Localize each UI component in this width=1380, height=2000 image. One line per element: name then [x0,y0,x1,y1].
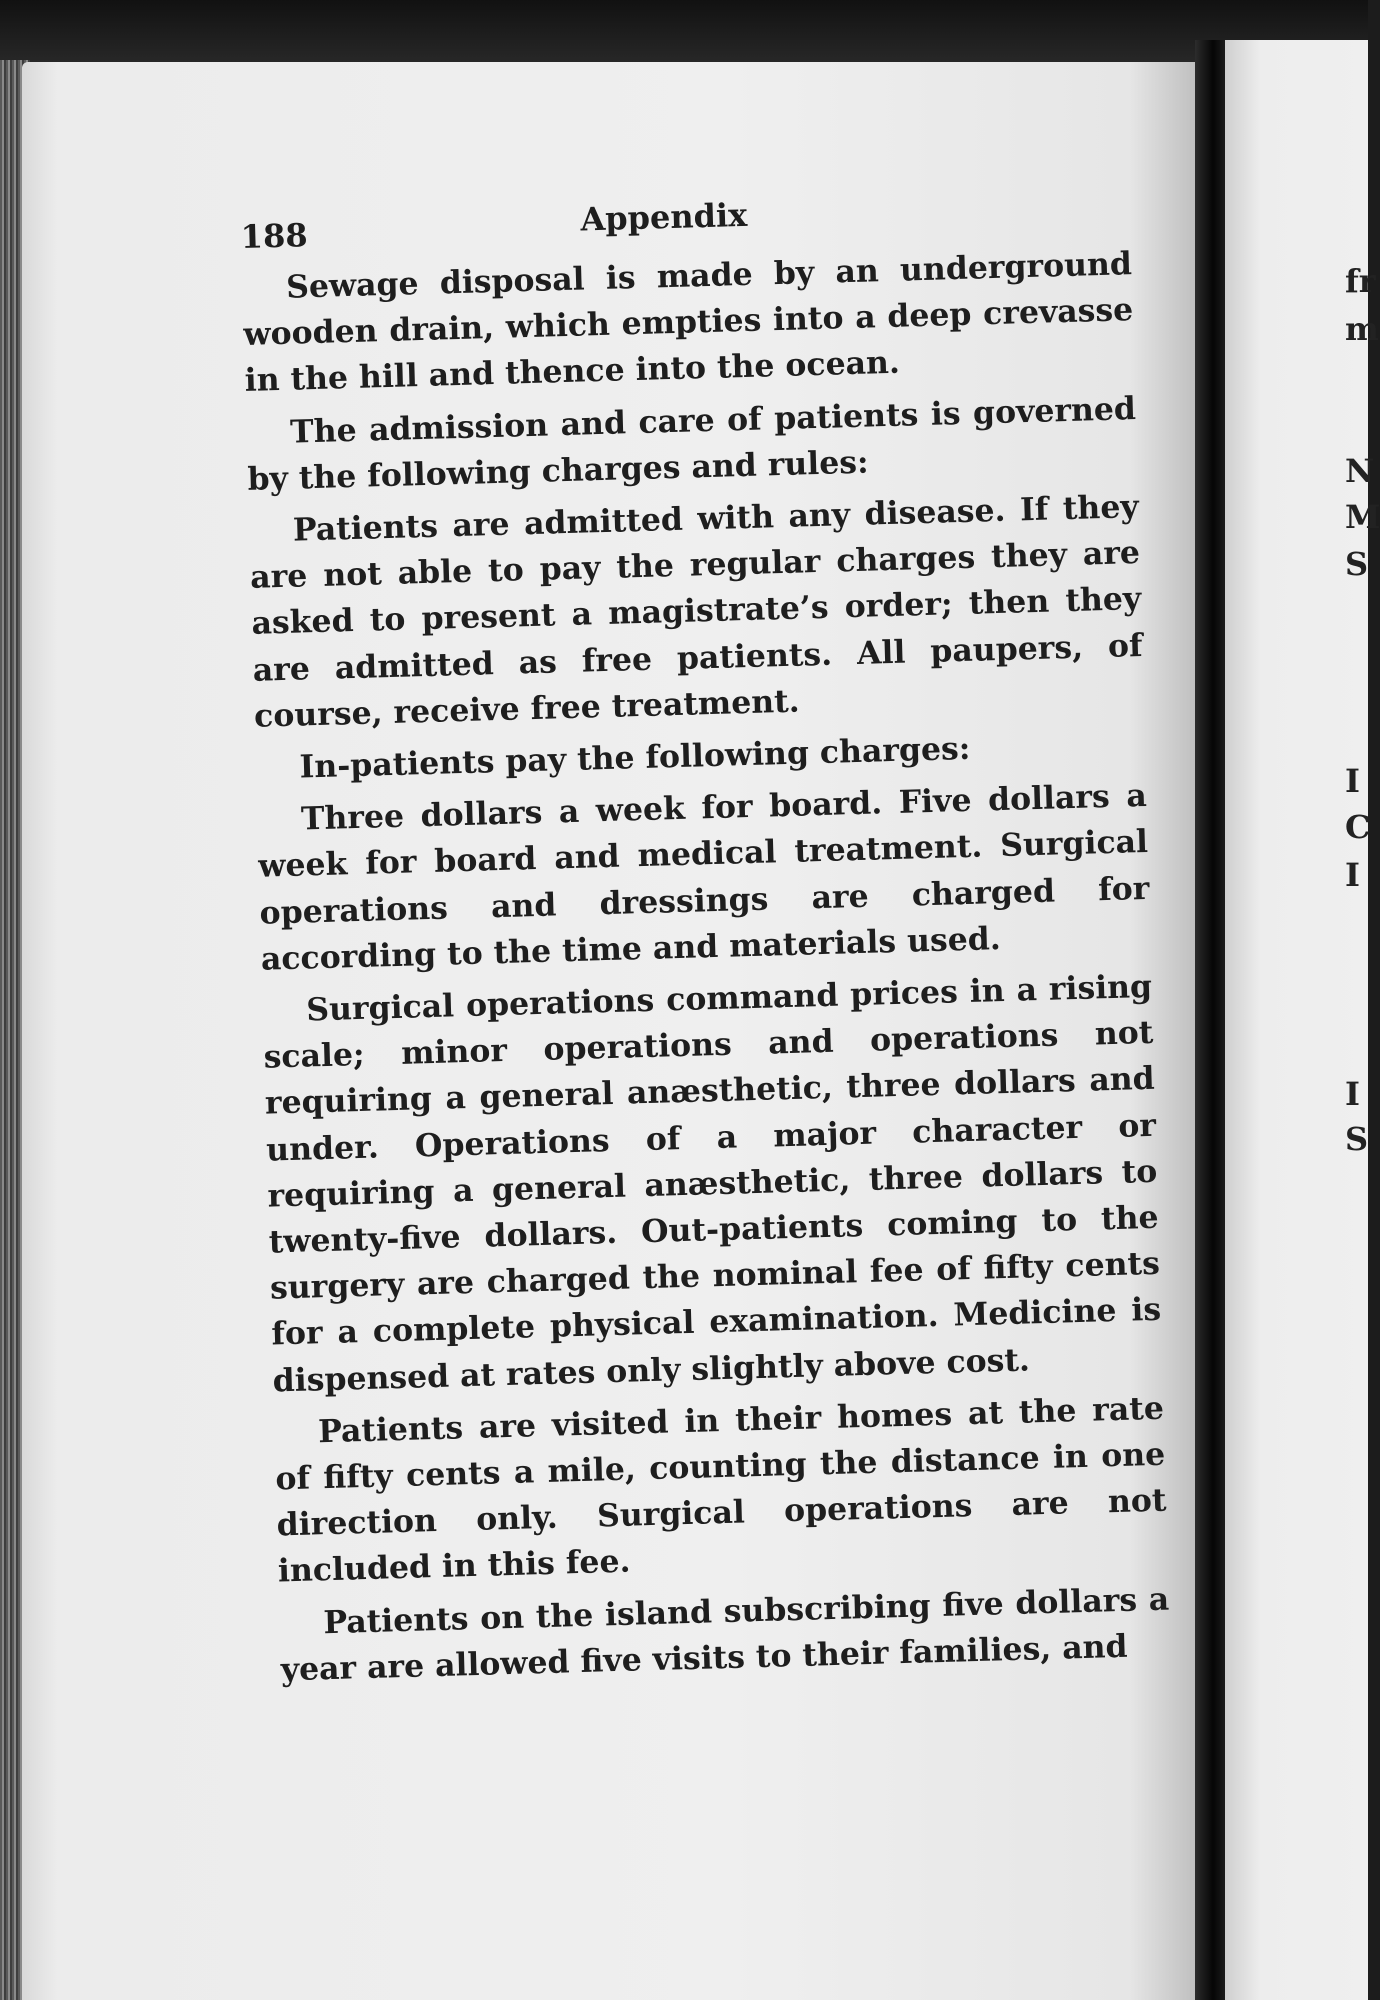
facing-fragment: m [1345,310,1379,348]
paragraph-home-visits: Patients are visited in their homes at the rate of fifty cents a mile, counting the distance in one direction only. Surgical operations are not included in this fee. [274,1389,1167,1590]
facing-fragment: I [1345,762,1360,800]
facing-fragment: S [1345,545,1369,583]
paragraph-sewage: Sewage disposal is made by an underground wooden drain, which empties into a deep crevasse in the hill and thence into the ocean. [242,245,1134,400]
paragraph-subscribers: Patients on the island subscribing five dollars a year are allowed five visits to their families, and [280,1580,1170,1689]
paragraph-surgical-prices: Surgical operations command prices in a rising scale; minor operations and operations not requiring a general anæsthetic, three dollars and under. Operations of a major character or requiring a general anæsthetic, three dollars to twenty-five dollars. Out-patients coming to the surgery are charged the nominal fee of fifty cents for a complete physical examination. Medicine is dispensed at rates only slightly above cost. [263,967,1162,1400]
facing-fragment: M [1345,498,1380,536]
page-content [240,185,1171,1699]
paragraph-admission: The admission and care of patients is governed by the following charges and rules: [247,389,1137,498]
facing-fragment: I [1345,1075,1360,1113]
running-title: Appendix [579,195,748,239]
facing-fragment: C [1345,808,1371,846]
facing-fragment: I [1345,856,1360,894]
top-shadow [0,0,1368,70]
facing-fragment: fr [1345,262,1376,300]
facing-fragment: S [1345,1120,1369,1158]
paragraph-free-patients: Patients are admitted with any disease. If they are not able to pay the regular charges they are asked to present a magistrate’s order; then they are admitted as free patients. All paupers, of course, receive free treatment. [249,488,1144,735]
book-gutter [1195,40,1225,2000]
facing-fragment: N [1345,452,1375,490]
page-number: 188 [240,216,309,256]
paragraph-board-charges: Three dollars a week for board. Five dollars a week for board and medical treatment. Surgical operations and dressings are charged for according to the time and materials used. [257,777,1150,978]
paragraph-in-patient-charges: In-patients pay the following charges: [299,729,971,786]
